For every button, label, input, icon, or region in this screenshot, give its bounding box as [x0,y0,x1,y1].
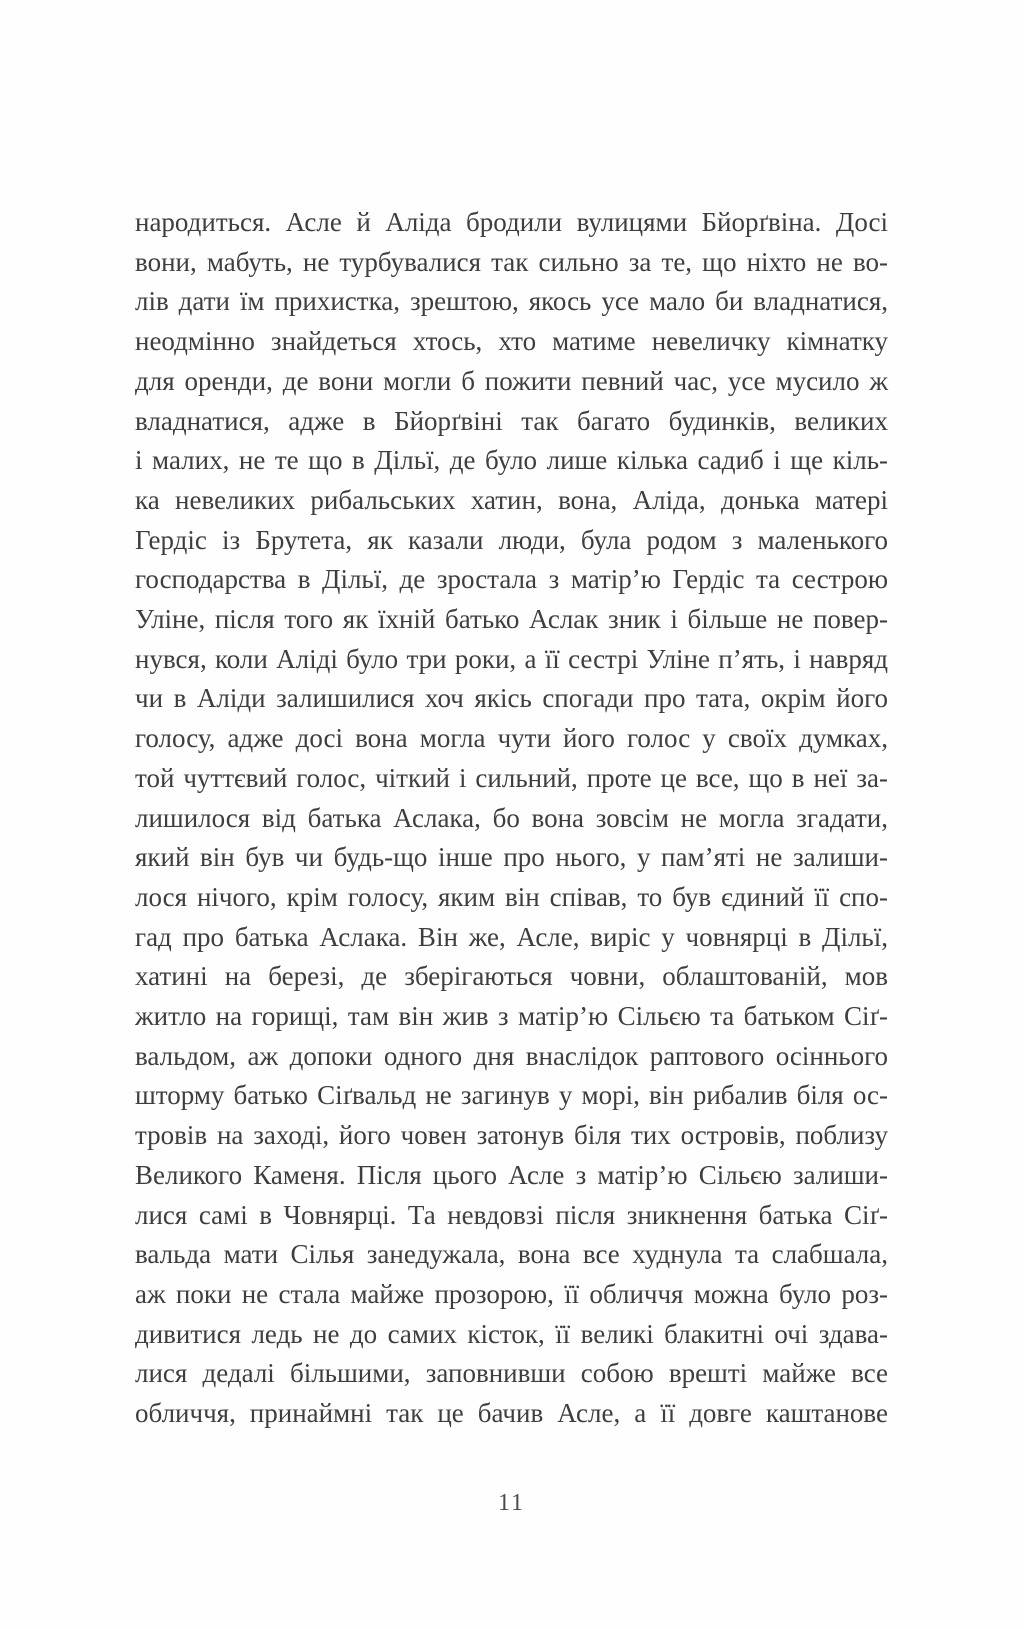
text-line: той чуттєвий голос, чіткий і сильний, проте це все, що в неї за- [135,762,888,793]
text-line: вальда мати Сілья занедужала, вона все худнула та слабшала, [135,1239,888,1270]
text-line: чи в Аліди залишилися хоч якісь спогади про тата, окрім його [135,683,888,714]
text-line: лися дедалі більшими, заповнивши собою врешті майже все [135,1358,888,1389]
text-line: Уліне, після того як їхній батько Аслак зник і більше не повер- [135,604,888,635]
text-line: вальдом, аж допоки одного дня внаслідок раптового осіннього [135,1040,888,1071]
page-number: 11 [497,1490,526,1516]
text-line: владнатися, адже в Бйорґвіні так багато будинків, великих [135,405,888,436]
text-line: Великого Каменя. Після цього Асле з матір’ю Сільєю залиши- [135,1159,888,1190]
text-line: вони, мабуть, не турбувалися так сильно за те, що ніхто не во- [135,246,888,277]
text-line: хатині на березі, де зберігаються човни, облаштованій, мов [135,961,888,992]
text-line: ка невеликих рибальських хатин, вона, Аліда, донька матері [135,484,888,515]
text-line: який він був чи будь-що інше про нього, у пам’яті не залиши- [135,842,888,873]
text-line: дивитися ледь не до самих кісток, її великі блакитні очі здава- [135,1318,888,1349]
text-line: лися самі в Човнярці. Та невдовзі після зникнення батька Сіґ- [135,1199,888,1230]
text-line: і малих, не те що в Дільї, де було лише кілька садиб і ще кіль- [135,445,888,476]
text-line: житло на горищі, там він жив з матір’ю Сільєю та батьком Сіґ- [135,1001,888,1032]
text-line: нувся, коли Аліді було три роки, а її сестрі Уліне п’ять, і навряд [135,643,888,674]
text-line: лося нічого, крім голосу, яким він співав, то був єдиний її спо- [135,881,888,912]
text-line: неодмінно знайдеться хтось, хто матиме невеличку кімнатку [135,326,888,357]
text-line: тровів на заході, його човен затонув біля тих островів, поблизу [135,1120,888,1151]
text-line: народиться. Асле й Аліда бродили вулицями Бйорґвіна. Досі [135,207,888,237]
text-line: обличчя, принаймні так це бачив Асле, а її довге каштанове [135,1398,888,1429]
page-text [135,203,888,1434]
text-line: голосу, адже досі вона могла чути його голос у своїх думках, [135,723,888,754]
text-line: Гердіс із Брутета, як казали люди, була родом з маленького [135,524,888,555]
text-line: гад про батька Аслака. Він же, Асле, виріс у човнярці в Дільї, [135,921,888,952]
text-line: лів дати їм прихистка, зрештою, якось усе мало би владнатися, [135,286,888,317]
text-line: аж поки не стала майже прозорою, її обличчя можна було роз- [135,1278,888,1309]
text-line: лишилося від батька Аслака, бо вона зовсім не могла згадати, [135,802,888,833]
text-line: господарства в Дільї, де зростала з матір’ю Гердіс та сестрою [135,564,888,595]
text-line: шторму батько Сіґвальд не загинув у морі, він рибалив біля ос- [135,1080,888,1111]
text-line: для оренди, де вони могли б пожити певний час, усе мусило ж [135,365,888,396]
